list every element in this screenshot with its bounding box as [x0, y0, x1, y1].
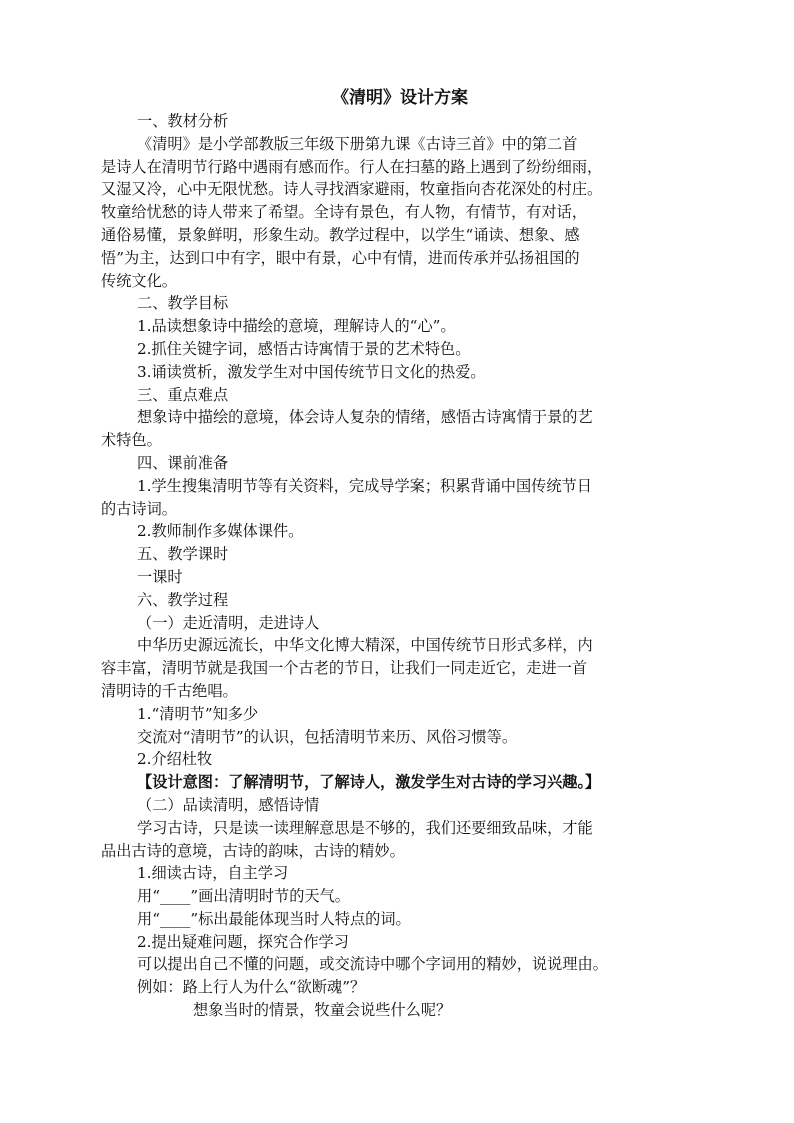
text-line: 3.诵读赏析，激发学生对中国传统节日文化的热爱。: [137, 362, 486, 381]
document-title: 《清明》设计方案: [332, 88, 468, 108]
text-line: （二）品读清明，感悟诗情: [137, 795, 320, 814]
text-line: 1.品读想象诗中描绘的意境，理解诗人的“心”。: [137, 317, 456, 336]
text-line: 悟”为主，达到口中有字，眼中有景，心中有情，进而传承并弘扬祖国的: [101, 248, 580, 267]
text-line: 想象当时的情景，牧童会说些什么呢？: [193, 1001, 452, 1020]
text-line: 中华历史源远流长，中华文化博大精深，中国传统节日形式多样，内: [137, 636, 593, 655]
text-line: 清明诗的千古绝唱。: [101, 681, 238, 700]
text-line: 可以提出自己不懂的问题，或交流诗中哪个字词用的精妙，说说理由。: [137, 955, 608, 974]
text-line: 牧童给忧愁的诗人带来了希望。全诗有景色，有人物，有情节，有对话，: [101, 203, 587, 222]
text-line: 学习古诗，只是读一读理解意思是不够的，我们还要细致品味，才能: [137, 818, 593, 837]
text-line: 【设计意图：了解清明节，了解诗人，激发学生对古诗的学习兴趣。】: [137, 773, 601, 792]
text-line: 2.介绍杜牧: [137, 750, 213, 769]
paragraph-lines: [101, 110, 699, 1022]
document-body: [101, 87, 699, 1022]
text-line: 术特色。: [101, 431, 162, 450]
text-line: 交流对“清明节”的认识，包括清明节来历、风俗习惯等。: [137, 727, 518, 746]
text-line: 一课时: [137, 567, 183, 586]
text-line: 用“____”画出清明时节的天气。: [137, 887, 350, 906]
text-line: 是诗人在清明节行路中遇雨有感而作。行人在扫墓的路上遇到了纷纷细雨，: [101, 157, 603, 176]
text-line: 的古诗词。: [101, 499, 177, 518]
text-line: 1.“清明节”知多少: [137, 704, 259, 723]
text-line: 例如：路上行人为什么“欲断魂”？: [137, 978, 366, 997]
text-line: 容丰富，清明节就是我国一个古老的节日，让我们一同走近它，走进一首: [101, 659, 587, 678]
text-line: （一）走近清明，走进诗人: [137, 613, 320, 632]
text-line: 通俗易懂，景象鲜明，形象生动。教学过程中，以学生“诵读、想象、感: [101, 225, 580, 244]
text-line: 传统文化。: [101, 271, 177, 290]
text-line: 《清明》是小学部教版三年级下册第九课《古诗三首》中的第二首: [137, 134, 578, 153]
text-line: 1.细读古诗，自主学习: [137, 864, 289, 883]
text-line: 又湿又冷，心中无限忧愁。诗人寻找酒家避雨，牧童指向杏花深处的村庄。: [101, 180, 603, 199]
text-line: 五、教学课时: [137, 545, 229, 564]
text-line: 2.提出疑难问题，探究合作学习: [137, 932, 349, 951]
text-line: 二、教学目标: [137, 294, 229, 313]
text-line: 2.教师制作多媒体课件。: [137, 522, 304, 541]
text-line: 一、教材分析: [137, 112, 229, 130]
text-line: 2.抓住关键字词，感悟古诗寓情于景的艺术特色。: [137, 339, 471, 358]
text-line: 品出古诗的意境，古诗的韵味，古诗的精妙。: [101, 841, 405, 860]
text-line: 用“____”标出最能体现当时人特点的词。: [137, 909, 411, 928]
text-line: 四、课前准备: [137, 453, 229, 472]
text-line: 六、教学过程: [137, 590, 229, 609]
text-line: 1.学生搜集清明节等有关资料，完成导学案；积累背诵中国传统节日: [137, 476, 592, 495]
text-line: 想象诗中描绘的意境，体会诗人复杂的情绪，感悟古诗寓情于景的艺: [137, 408, 593, 427]
text-line: 三、重点难点: [137, 385, 229, 404]
